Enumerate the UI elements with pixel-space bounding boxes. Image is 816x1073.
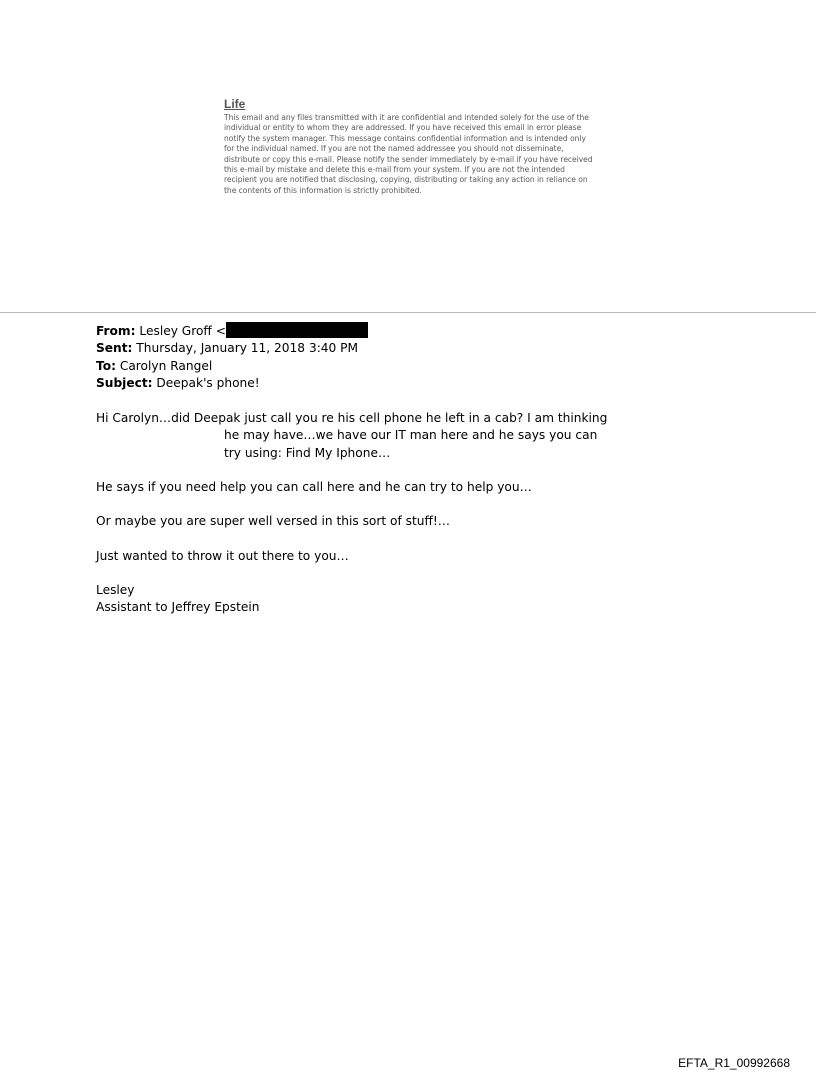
disclaimer-text: This email and any files transmitted with it are confidential and intended solely for the use of the individual or entity to whom they are addressed. If you have received this email in error please notify the system manager. This message contains confidential information and is intended only for the individual named. If you are not the named addressee you should not disseminate, distribute or copy this e-mail. Please notify the sender immediately by e-mail if you have received this e-mail by mistake and delete this e-mail from your system. If you are not the intended recipient you are notified that disclosing, copying, distributing or taking any action in reliance on the contents of this information is strictly prohibited.	[224, 113, 593, 195]
sent-label: Sent:	[96, 341, 133, 356]
to-value: Carolyn Rangel	[119, 358, 213, 373]
body-line: Hi Carolyn…did Deepak just call you re his cell phone he left in a cab? I am thinking	[96, 411, 608, 426]
disclaimer-block	[224, 97, 596, 196]
signature-name: Lesley	[96, 582, 135, 597]
sent-line	[96, 340, 716, 357]
body-paragraph-2: He says if you need help you can call here and he can try to help you…	[96, 480, 532, 495]
sent-value: Thursday, January 11, 2018 3:40 PM	[136, 341, 359, 356]
signature	[96, 582, 716, 617]
subject-value: Deepak's phone!	[156, 375, 260, 390]
body-line: he may have…we have our IT man here and he says you can	[224, 428, 598, 443]
document-id: EFTA_R1_00992668	[678, 1056, 790, 1070]
to-label: To:	[96, 358, 116, 373]
subject-line	[96, 375, 716, 392]
email-message	[96, 322, 716, 617]
from-line	[96, 322, 716, 340]
signature-title: Assistant to Jeffrey Epstein	[96, 600, 260, 615]
body-line: try using: Find My Iphone…	[224, 445, 391, 460]
from-value: Lesley Groff <	[139, 324, 226, 338]
section-divider	[0, 312, 816, 313]
body-paragraph-4: Just wanted to throw it out there to you…	[96, 548, 349, 563]
body-paragraph-3: Or maybe you are super well versed in this sort of stuff!…	[96, 514, 450, 529]
from-label: From:	[96, 324, 136, 338]
to-line	[96, 358, 716, 375]
redaction-box	[226, 322, 368, 338]
disclaimer-title: Life	[224, 97, 246, 111]
subject-label: Subject:	[96, 375, 153, 390]
body-paragraph-1	[96, 410, 716, 462]
